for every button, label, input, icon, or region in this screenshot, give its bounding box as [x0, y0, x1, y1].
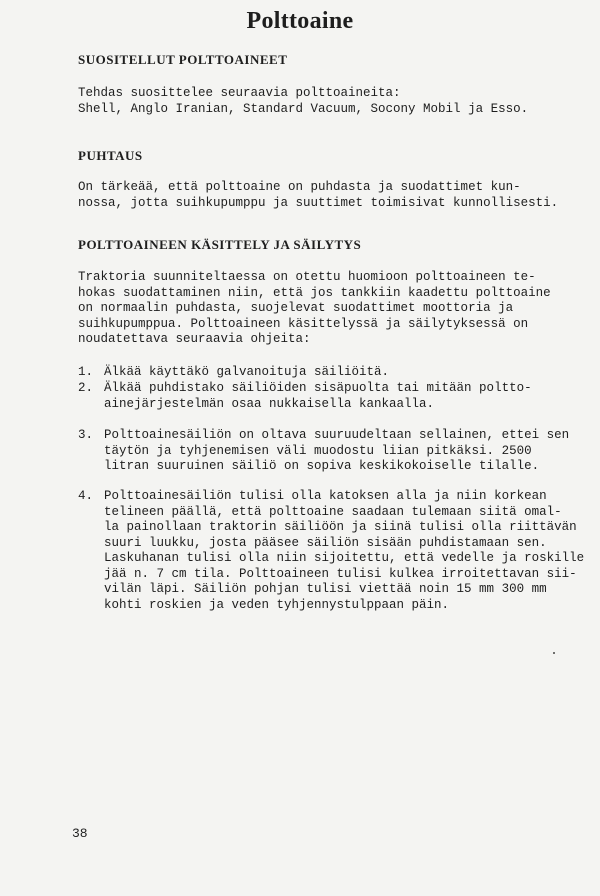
text-line: la painollaan traktorin säiliöön ja siinä tulisi olla riittävän [104, 520, 577, 534]
paragraph-fuel-handling [78, 270, 564, 348]
list-text [104, 365, 389, 381]
text-line: kohti roskien ja veden tyhjennystulppaan päin. [104, 597, 450, 612]
text-line: vilän läpi. Säiliön pohjan tulisi viettää noin 15 mm 300 mm [104, 582, 547, 596]
text-line: jää n. 7 cm tila. Polttoaineen tulisi kulkea irroitettavan sii- [104, 566, 577, 581]
text-line: hokas suodattaminen niin, että jos tankkiin kaadettu polttoaine [78, 285, 551, 300]
text-line: On tärkeää, että polttoaine on puhdasta ja suodattimet kun- [78, 180, 521, 194]
text-line: Polttoainesäiliön on oltava suuruudeltaan sellainen, ettei sen [104, 428, 570, 442]
text-line: on normaalin puhdasta, suojelevat suodattimet moottoria ja [78, 301, 514, 315]
text-line: suihkupumppua. Polttoaineen käsittelyssä ja säilytyksessä on [78, 316, 529, 331]
paragraph-cleanliness [78, 180, 564, 211]
text-line: Älkää puhdistako säiliöiden sisäpuolta tai mitään poltto- [104, 381, 532, 395]
list-number: 4. [78, 489, 94, 503]
text-line: Tehdas suosittelee seuraavia polttoaineita: [78, 86, 401, 100]
list-number: 1. [78, 365, 94, 379]
section-heading-cleanliness: PUHTAUS [78, 148, 143, 163]
text-line: Älkää käyttäkö galvanoituja säiliöitä. [104, 365, 390, 379]
page-title: Polttoaine [246, 8, 354, 34]
ink-speck [553, 652, 555, 654]
list-text [104, 428, 569, 475]
text-line: suuri luukku, josta pääsee säiliön sisään puhdistamaan sen. [104, 535, 547, 550]
text-line: noudatettava seuraavia ohjeita: [78, 332, 311, 346]
list-text [104, 381, 532, 412]
text-line: nossa, jotta suihkupumppu ja suuttimet toimisivat kunnollisesti. [78, 195, 559, 210]
text-line: täytön ja tyhjenemisen väli muodostu liian pitkäksi. 2500 [104, 443, 532, 458]
text-line: Shell, Anglo Iranian, Standard Vacuum, Socony Mobil ja Esso. [78, 101, 529, 116]
text-line: ainejärjestelmän osaa nukkaisella kankaalla. [104, 396, 435, 411]
list-number: 2. [78, 381, 94, 395]
list-number: 3. [78, 428, 94, 442]
list-text [104, 489, 584, 613]
text-line: Laskuhanan tulisi olla niin sijoitettu, että vedelle ja roskille [104, 551, 585, 565]
text-line: litran suuruinen säiliö on sopiva keskikokoiselle tilalle. [104, 459, 540, 473]
text-line: telineen päällä, että polttoaine saadaan tulemaan siitä omal- [104, 504, 562, 519]
section-heading-recommended-fuels: SUOSITELLUT POLTTOAINEET [78, 52, 288, 67]
paragraph-recommended-fuels [78, 86, 564, 117]
text-line: Polttoainesäiliön tulisi olla katoksen alla ja niin korkean [104, 489, 547, 503]
text-line: Traktoria suunniteltaessa on otettu huomioon polttoaineen te- [78, 270, 536, 284]
section-heading-fuel-handling: POLTTOAINEEN KÄSITTELY JA SÄILYTYS [78, 237, 362, 252]
page-number: 38 [72, 826, 88, 841]
